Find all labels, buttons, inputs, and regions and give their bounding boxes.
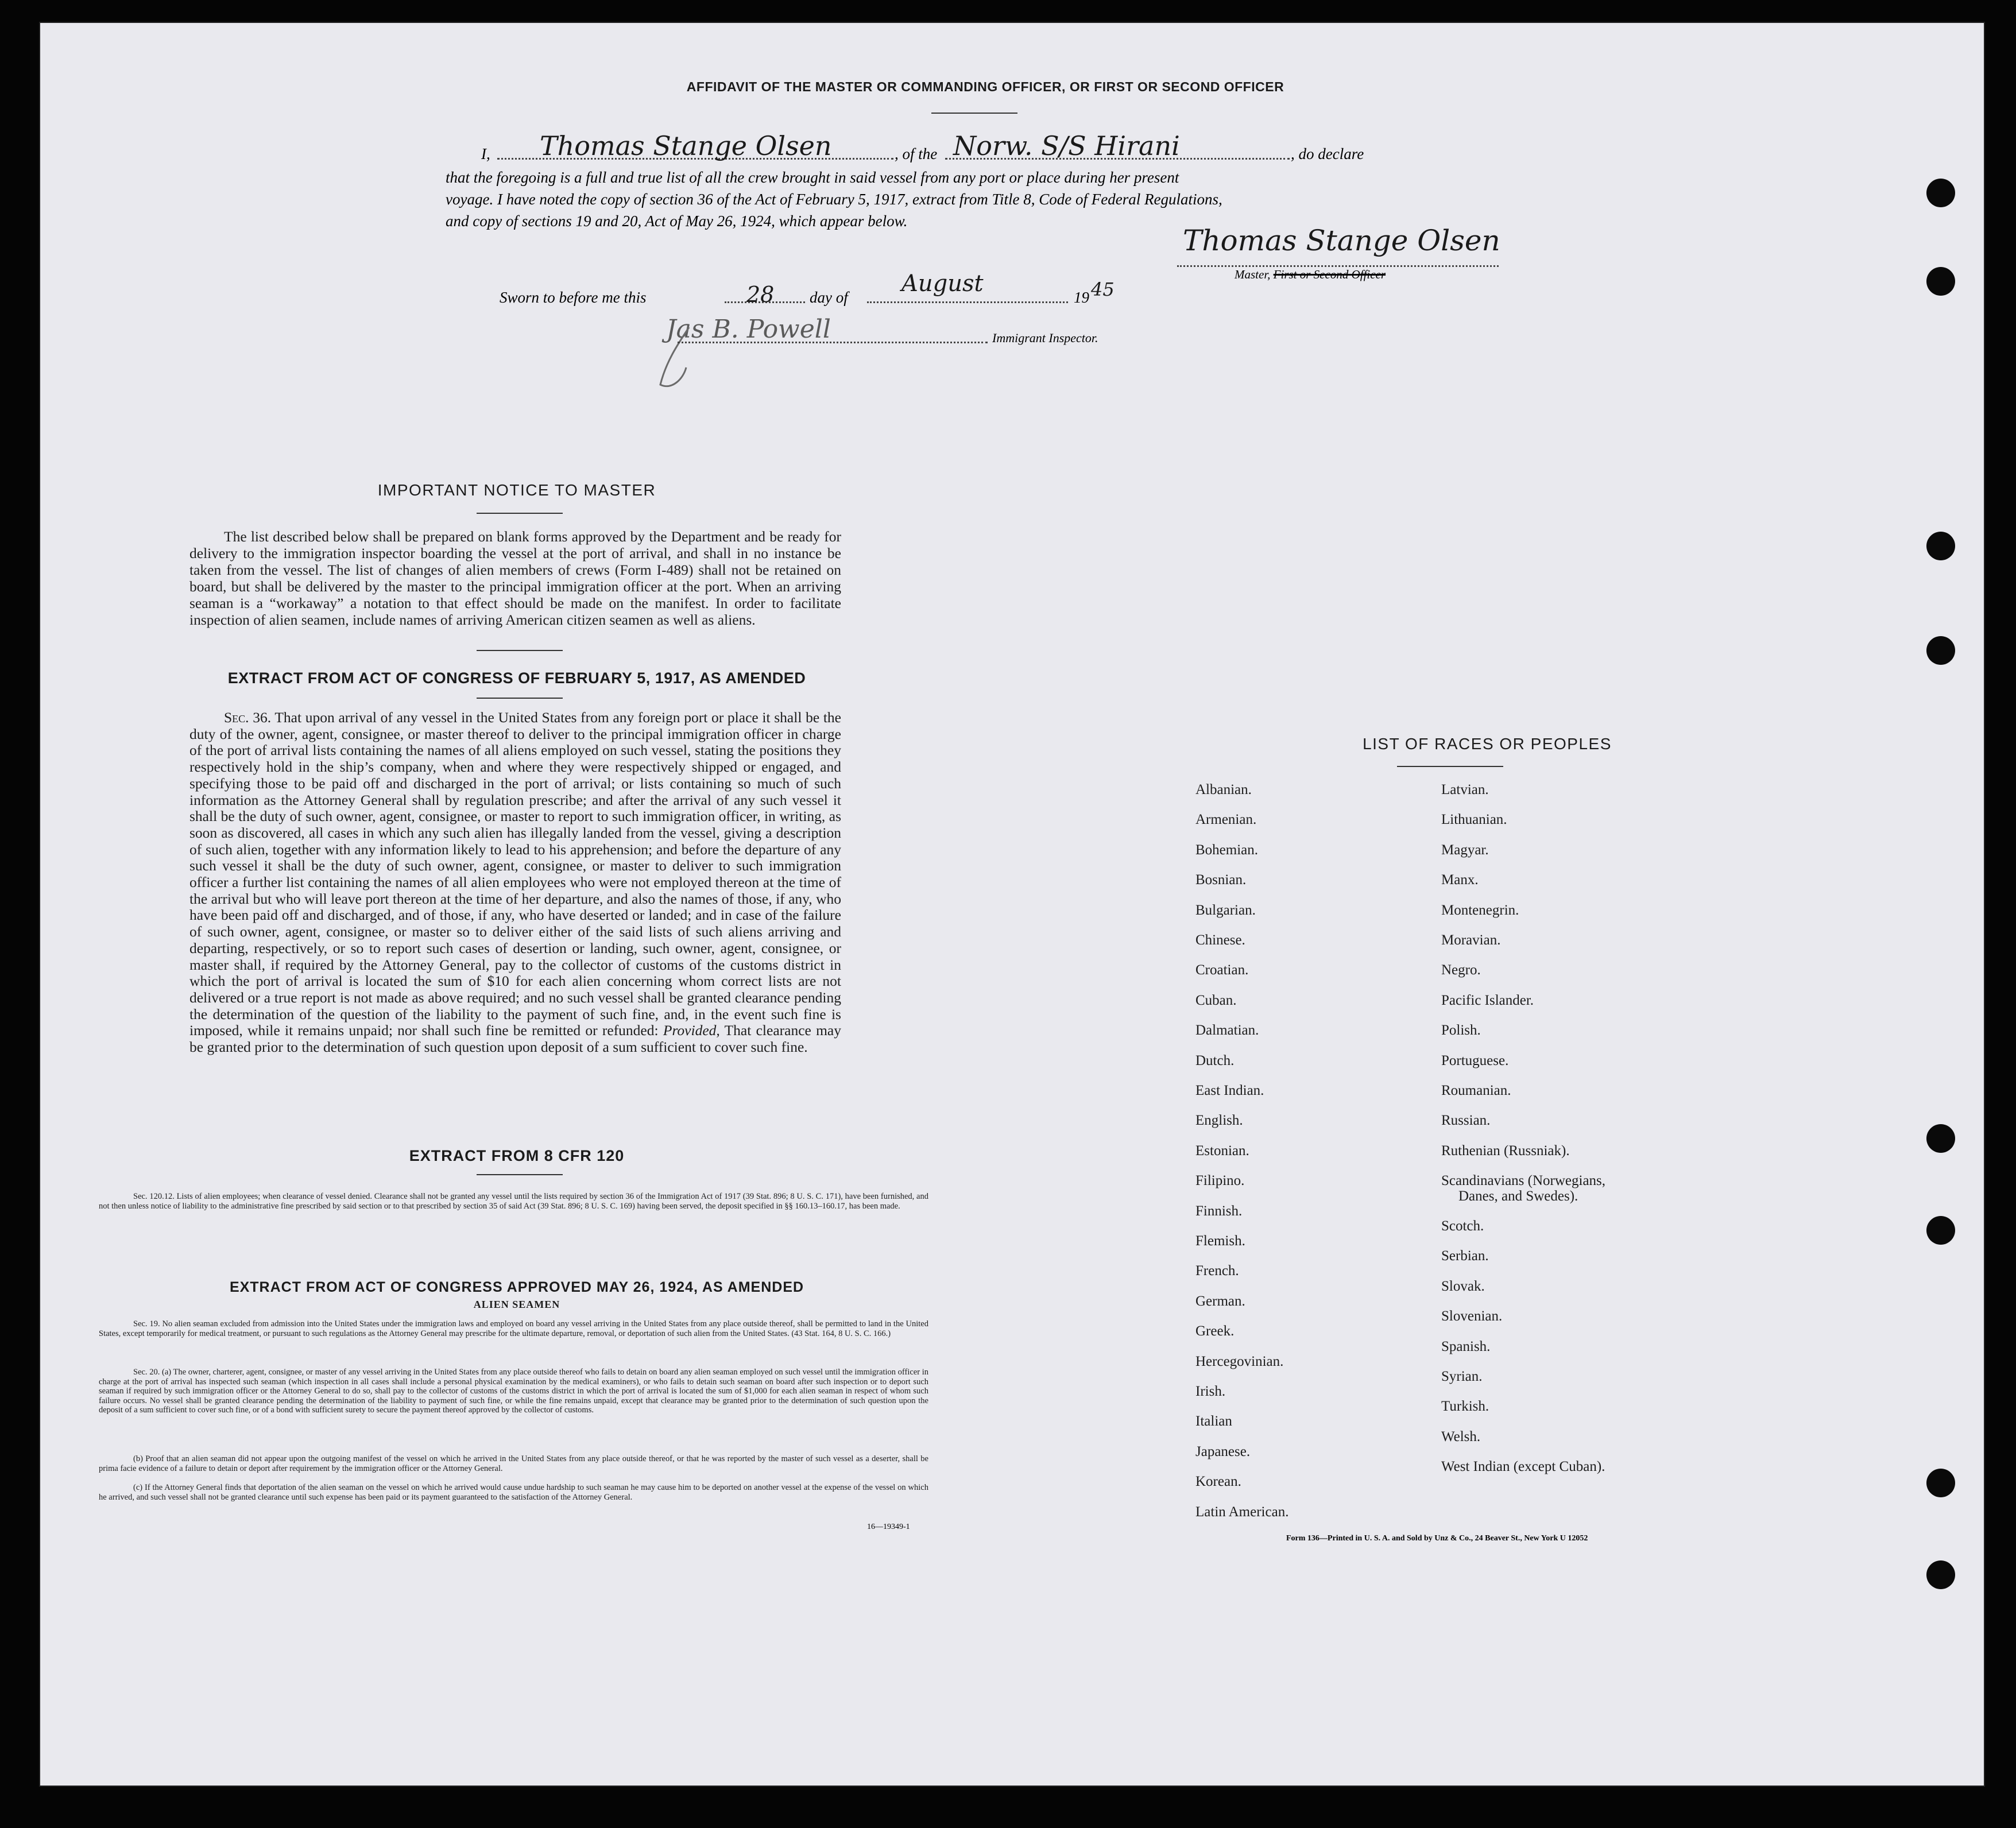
race-item: East Indian. xyxy=(1195,1083,1264,1098)
race-item: Serbian. xyxy=(1441,1248,1489,1264)
race-item: Greek. xyxy=(1195,1323,1235,1339)
race-item: Dalmatian. xyxy=(1195,1023,1259,1039)
affidavit-line-1 xyxy=(448,130,1527,169)
cfr-rule xyxy=(477,1174,563,1175)
race-item: Cuban. xyxy=(1195,992,1237,1008)
race-item: Scandinavians (Norwegians, xyxy=(1441,1173,1606,1189)
extract-1917-rule xyxy=(477,698,563,699)
race-item: Slovenian. xyxy=(1441,1308,1503,1324)
extract-1917-text xyxy=(189,710,841,1056)
punch-hole xyxy=(1926,636,1955,665)
printer-footer: Form 136—Printed in U. S. A. and Sold by Unz & Co., 24 Beaver St., New York U 12052 xyxy=(1286,1534,1588,1543)
races-title: LIST OF RACES OR PEOPLES xyxy=(1363,735,1612,753)
race-item: Italian xyxy=(1195,1413,1232,1430)
race-item: Irish. xyxy=(1195,1384,1226,1399)
race-item: Finnish. xyxy=(1195,1203,1243,1219)
do-declare-label: , do declare xyxy=(1291,145,1364,162)
sec-20c-text: (c) If the Attorney General finds that deportation of the alien seaman on the vessel on which he arrived would cause undue hardship to such seaman he may cause him to be deported on another vessel at the expense of the vessel on which he arrived, and such vessel shall not be granted clearance until such expense has been paid or its payment guaranteed to the satisfaction of the Attorney General. xyxy=(99,1483,928,1502)
race-item: Spanish. xyxy=(1441,1338,1491,1354)
sworn-day-handwritten: 28 xyxy=(746,282,775,307)
sec-20a-text: Sec. 20. (a) The owner, charterer, agent, consignee, or master of any vessel arriving in the United States from any place outside thereof who fails to detain on board any alien seaman employed on such vessel until the immigration officer in charge at the port of arrival has inspected such seaman (which inspection in all cases shall include a personal physical examination by the medical examiners), or who fails to detain such seaman on board after such inspection or to deport such seaman if required by such immigration officer or the Attorney General to do so, shall pay to the collector of customs of the customs district in which the port of arrival is located the sum of $1,000 for each alien seaman in respect of whom such failure occurs. No vessel shall be granted clearance pending the determination of the liability to payment of such fine, or while the fine remains unpaid, except that clearance may be granted prior to the determination of such question upon the deposit of a sum sufficient to cover such fine, or of a bond with sufficient surety to secure the payment thereof approved by the collector of customs. xyxy=(99,1368,928,1415)
punch-hole xyxy=(1926,1469,1955,1497)
master-name-handwritten: Thomas Stange Olsen xyxy=(540,130,832,161)
form-code: 16—19349-1 xyxy=(867,1523,910,1531)
race-item: Bosnian. xyxy=(1195,872,1247,888)
race-item: Ruthenian (Russniak). xyxy=(1441,1142,1570,1159)
declaration-line-2: voyage. I have noted the copy of section 36 of the Act of February 5, 1917, extract from Title 8, Code of Federal Regulations, xyxy=(446,191,1222,208)
race-item: English. xyxy=(1195,1113,1243,1129)
title-rule xyxy=(931,113,1017,114)
sworn-line xyxy=(500,270,1212,313)
sec-36-label: Sec. 36. xyxy=(224,709,272,726)
race-item: Danes, and Swedes). xyxy=(1458,1188,1578,1204)
declaration-line-1: that the foregoing is a full and true list of all the crew brought in said vessel from any port or place during her present xyxy=(446,169,1179,186)
notice-bottom-rule xyxy=(477,650,563,651)
extract-1924-subtitle: ALIEN SEAMEN xyxy=(473,1299,560,1310)
race-item: Croatian. xyxy=(1195,962,1249,978)
race-item: Hercegovinian. xyxy=(1195,1353,1284,1369)
inspector-signature-line xyxy=(678,342,988,343)
of-the-label: , of the xyxy=(895,145,938,162)
race-item: Lithuanian. xyxy=(1441,812,1507,828)
race-item: Latin American. xyxy=(1195,1504,1289,1520)
year-handwritten: 45 xyxy=(1091,278,1115,300)
provided-label: Provided, xyxy=(663,1022,720,1039)
notice-title: IMPORTANT NOTICE TO MASTER xyxy=(377,481,656,499)
struck-officer-caption: First or Second Officer xyxy=(1273,268,1386,281)
race-item: French. xyxy=(1195,1263,1239,1279)
vessel-handwritten: Norw. S/S Hirani xyxy=(953,130,1180,161)
sworn-month-handwritten: August xyxy=(901,270,984,297)
master-caption xyxy=(1235,268,1386,282)
races-rule xyxy=(1397,766,1503,767)
inspector-signature-flourish xyxy=(655,322,735,396)
race-item: Portuguese. xyxy=(1441,1052,1509,1068)
race-item: Chinese. xyxy=(1195,932,1245,948)
cfr-title: EXTRACT FROM 8 CFR 120 xyxy=(409,1147,625,1164)
inspector-signature: Jas B. Powell xyxy=(666,315,831,344)
extract-1924-title: EXTRACT FROM ACT OF CONGRESS APPROVED MAY 26, 1924, AS AMENDED xyxy=(229,1279,804,1295)
inspector-caption: Immigrant Inspector. xyxy=(992,331,1098,345)
race-item: Montenegrin. xyxy=(1441,902,1519,918)
race-item: Welsh. xyxy=(1441,1428,1481,1444)
race-item: Russian. xyxy=(1441,1113,1491,1129)
punch-hole xyxy=(1926,1216,1955,1245)
race-item: Dutch. xyxy=(1195,1052,1235,1068)
notice-rule xyxy=(477,513,563,514)
punch-hole xyxy=(1926,267,1955,296)
race-item: Estonian. xyxy=(1195,1142,1249,1159)
declaration-line-3: and copy of sections 19 and 20, Act of May 26, 1924, which appear below. xyxy=(446,212,908,230)
master-caption-label: Master, xyxy=(1235,268,1274,281)
race-item: Bohemian. xyxy=(1195,842,1259,858)
race-item: Bulgarian. xyxy=(1195,902,1256,918)
sworn-month-field xyxy=(867,301,1068,303)
race-item: Filipino. xyxy=(1195,1173,1245,1189)
year-prefix: 19 xyxy=(1074,289,1089,306)
sec-36-text-end: That clearance may be granted prior to the determination of such question upon deposit of a sum sufficient to cover such fine. xyxy=(189,1022,842,1056)
sec-36-text: That upon arrival of any vessel in the United States from any foreign port or place it shall be the duty of the owner, agent, consignee, or master thereof to deliver to the principal immigration officer in charge of the port of arrival lists containing the names of all aliens employed on such vessel, stating the positions they respectively hold in the ship’s company, when and where they were respectively shipped or engaged, and specifying those to be paid off and discharged in the port of arrival; or lists containing so much of such information as the Attorney General shall by regulation prescribe; and after the arrival of any such vessel it shall be the duty of such owner, agent, consignee, or master to report to such immigration officer, in writing, as soon as discovered, all cases in which any such alien has illegally landed from the vessel, giving a description of such alien, together with any information likely to lead to his apprehension; and before the departure of any such vessel it shall be the duty of such owner, agent, consignee, or master to deliver to such immigration officer a further list containing the names of all alien employees who were not employed thereon at the time of the arrival but who will leave port thereon at the time of her departure, and also the names of those, if any, who have been paid off and discharged, and of those, if any, who have deserted or landed; and in case of the failure of such owner, agent, consignee, or master so to deliver either of the said lists of such aliens arriving and departing, respectively, or so to report such cases of desertion or landing, such owner, agent, consignee, or master shall, if required by the Attorney General, pay to the collector of customs of the customs district in which the port of arrival is located the sum of $10 for each alien concerning whom correct lists are not delivered or a true report is not made as above required; and no such vessel shall be granted clearance pending the determination of the question of the liability to the payment of such fine, and, in the event such fine is imposed, while it remains unpaid; nor shall such fine be remitted or refunded: xyxy=(189,709,841,1039)
race-item: Pacific Islander. xyxy=(1441,992,1534,1008)
race-item: Slovak. xyxy=(1441,1278,1485,1294)
race-item: Japanese. xyxy=(1195,1443,1251,1459)
race-item: Flemish. xyxy=(1195,1233,1245,1249)
cfr-text: Sec. 120.12. Lists of alien employees; when clearance of vessel denied. Clearance shall not be granted any vessel until the lists required by section 36 of the Immigration Act of 1917 (39 Stat. 896; 8 U. S. C. 171), have been furnished, and not then unless notice of liability to the administrative fine prescribed by said section or to that prescribed by section 35 of said Act (39 Stat. 896; 8 U. S. C. 169) having been served, the deposit specified in §§ 160.13–160.17, has been made. xyxy=(99,1192,928,1211)
master-signature: Thomas Stange Olsen xyxy=(1183,224,1500,257)
race-item: Syrian. xyxy=(1441,1369,1483,1384)
punch-hole xyxy=(1926,1124,1955,1153)
punch-hole xyxy=(1926,179,1955,207)
race-item: Manx. xyxy=(1441,872,1479,888)
race-item: German. xyxy=(1195,1293,1245,1309)
race-item: Latvian. xyxy=(1441,782,1489,797)
sec-19-text: Sec. 19. No alien seaman excluded from admission into the United States under the immigration laws and employed on board any vessel arriving in the United States from any place outside thereof, shall be permitted to land in the United States, except temporarily for medical treatment, or pursuant to such regulations as the Attorney General may prescribe for the ultimate departure, removal, or deportation of such alien from the United States. (43 Stat. 164, 8 U. S. C. 166.) xyxy=(99,1319,928,1338)
race-item: Turkish. xyxy=(1441,1399,1489,1415)
race-item: West Indian (except Cuban). xyxy=(1441,1459,1605,1475)
race-item: Magyar. xyxy=(1441,842,1489,858)
punch-hole xyxy=(1926,1560,1955,1589)
race-item: Negro. xyxy=(1441,962,1481,978)
declaration-text xyxy=(446,166,1531,232)
race-item: Scotch. xyxy=(1441,1218,1484,1234)
sworn-prefix: Sworn to before me this xyxy=(500,289,647,306)
day-of-label: day of xyxy=(810,289,848,306)
race-item: Roumanian. xyxy=(1441,1083,1511,1098)
race-item: Armenian. xyxy=(1195,812,1257,828)
i-prefix: I, xyxy=(481,145,490,162)
extract-1917-title: EXTRACT FROM ACT OF CONGRESS OF FEBRUARY 5, 1917, AS AMENDED xyxy=(227,669,806,687)
affidavit-title: AFFIDAVIT OF THE MASTER OR COMMANDING OFFICER, OR FIRST OR SECOND OFFICER xyxy=(686,79,1284,94)
race-item: Moravian. xyxy=(1441,932,1501,948)
race-item: Polish. xyxy=(1441,1023,1481,1039)
notice-text: The list described below shall be prepared on blank forms approved by the Department and be ready for delivery to the immigration inspector boarding the vessel at the port of arrival, and shall in no instance be taken from the vessel. The list of changes of alien members of crews (Form I-489) shall not be retained on board, but shall be delivered by the master to the principal immigration officer at the port. When an arriving seaman is a “workaway” a notation to that effect should be made on the manifest. In order to facilitate inspection of alien seamen, include names of arriving American citizen seamen as well as aliens. xyxy=(189,528,841,628)
master-signature-line xyxy=(1177,265,1499,267)
race-item: Korean. xyxy=(1195,1474,1241,1490)
punch-hole xyxy=(1926,532,1955,560)
race-item: Albanian. xyxy=(1195,782,1252,797)
sec-20b-text: (b) Proof that an alien seaman did not appear upon the outgoing manifest of the vessel on which he arrived in the United States from any place outside thereof, or that he was reported by the master of such vessel as a deserter, shall be prima facie evidence of a failure to detain or deport after requirement by the immigration officer or the Attorney General. xyxy=(99,1454,928,1473)
